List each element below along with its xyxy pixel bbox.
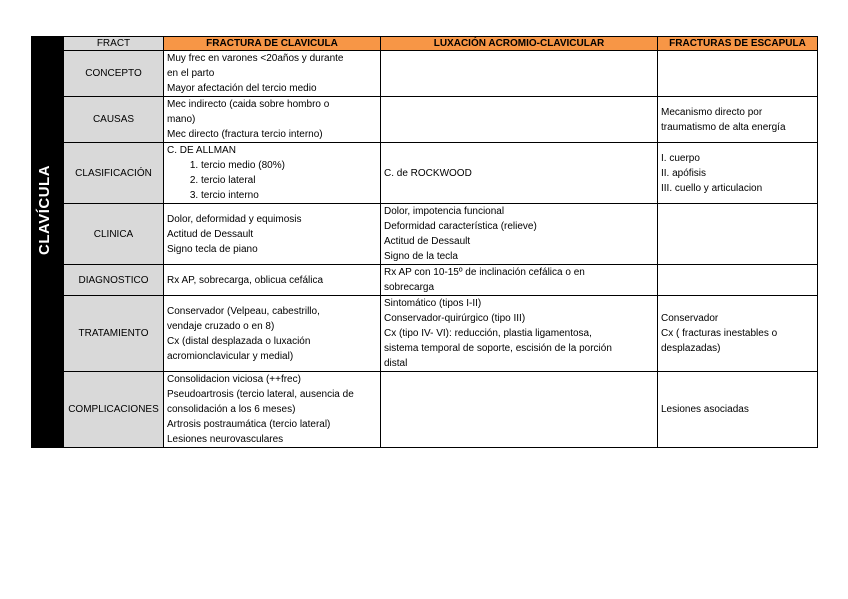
row-label: DIAGNOSTICO — [64, 265, 164, 296]
cell-line: sobrecarga — [384, 282, 435, 293]
table-row — [32, 265, 818, 296]
cell-line: Actitud de Dessault — [384, 236, 471, 247]
cell-line: consolidación a los 6 meses) — [167, 404, 296, 415]
cell-line: Artrosis postraumática (tercio lateral) — [167, 419, 331, 430]
cell-line: Signo tecla de piano — [167, 243, 258, 255]
cell-line: sistema temporal de soporte, escisión de la porción — [384, 343, 612, 354]
escapula-cell — [658, 204, 818, 265]
escapula-cell — [658, 97, 818, 143]
side-label: CLAVÍCULA — [36, 164, 53, 255]
luxacion-cell — [381, 51, 658, 97]
cell-line: Rx AP con 10-15º de inclinación cefálica o en — [384, 267, 585, 278]
escapula-cell — [658, 143, 818, 204]
cell-line: distal — [384, 358, 408, 369]
escapula-cell — [658, 51, 818, 97]
escapula-cell — [658, 265, 818, 296]
header-escapula: FRACTURAS DE ESCAPULA — [658, 37, 818, 51]
cell-line: Actitud de Dessault — [167, 228, 254, 240]
row-label: TRATAMIENTO — [64, 296, 164, 372]
cell-line: Conservador — [661, 313, 719, 324]
cell-line: Mec indirecto (caida sobre hombro o — [167, 99, 330, 110]
row-label: COMPLICACIONES — [64, 372, 164, 448]
clavicula-cell — [164, 97, 381, 143]
luxacion-cell — [381, 143, 658, 204]
cell-line: desplazadas) — [661, 343, 721, 354]
table-row — [32, 51, 818, 97]
header-luxacion: LUXACIÓN ACROMIO-CLAVICULAR — [381, 37, 658, 51]
cell-line: Mayor afectación del tercio medio — [167, 83, 317, 94]
cell-line: Rx AP, sobrecarga, oblicua cefálica — [167, 274, 324, 286]
luxacion-cell — [381, 204, 658, 265]
escapula-cell — [658, 296, 818, 372]
escapula-cell — [658, 372, 818, 448]
cell-line: traumatismo de alta energía — [661, 121, 786, 133]
table-row — [32, 143, 818, 204]
cell-line: Mec directo (fractura tercio interno) — [167, 129, 323, 140]
clavicula-cell — [164, 296, 381, 372]
clavicula-cell — [164, 204, 381, 265]
table-row — [32, 204, 818, 265]
cell-line: III. cuello y articulacion — [661, 182, 763, 194]
luxacion-cell — [381, 97, 658, 143]
cell-line: acromionclavicular y medial) — [167, 350, 294, 362]
cell-line: Mecanismo directo por — [661, 106, 763, 118]
list-item: 2. tercio lateral — [201, 173, 377, 188]
fracture-table-sheet — [31, 36, 818, 448]
cell-line: Pseudoartrosis (tercio lateral, ausencia de — [167, 389, 354, 400]
clavicula-cell — [164, 265, 381, 296]
table-row — [32, 372, 818, 448]
luxacion-cell — [381, 372, 658, 448]
cell-line: Cx (tipo IV- VI): reducción, plastia ligamentosa, — [384, 328, 592, 339]
list-item: 3. tercio interno — [201, 188, 377, 203]
fracture-table — [31, 36, 818, 448]
classification-title: C. DE ALLMAN — [167, 145, 236, 156]
cell-line: Signo de la tecla — [384, 251, 458, 262]
cell-line: II. apófisis — [661, 167, 707, 179]
classification-list — [167, 158, 377, 203]
row-label: CONCEPTO — [64, 51, 164, 97]
clavicula-cell — [164, 51, 381, 97]
clavicula-cell — [164, 143, 381, 204]
cell-line: Deformidad característica (relieve) — [384, 221, 537, 232]
cell-line: mano) — [167, 114, 196, 125]
cell-line: Cx ( fracturas inestables o — [661, 328, 778, 339]
cell-line: en el parto — [167, 68, 215, 79]
header-fract: FRACT — [64, 37, 164, 51]
header-row — [32, 37, 818, 51]
list-item: 1. tercio medio (80%) — [201, 158, 377, 173]
cell-line: Consolidacion viciosa (++frec) — [167, 374, 301, 385]
cell-line: Lesiones neurovasculares — [167, 434, 284, 445]
row-label: CAUSAS — [64, 97, 164, 143]
header-clavicula: FRACTURA DE CLAVICULA — [164, 37, 381, 51]
cell-line: Dolor, impotencia funcional — [384, 206, 505, 217]
cell-line: Conservador-quirúrgico (tipo III) — [384, 313, 526, 324]
cell-line: Muy frec en varones <20años y durante — [167, 53, 344, 64]
row-label: CLASIFICACIÓN — [64, 143, 164, 204]
cell-line: Conservador (Velpeau, cabestrillo, — [167, 305, 320, 317]
cell-line: Cx (distal desplazada o luxación — [167, 335, 311, 347]
cell-line: vendaje cruzado o en 8) — [167, 320, 275, 332]
clavicula-cell — [164, 372, 381, 448]
side-label-cell — [32, 37, 64, 448]
table-row — [32, 296, 818, 372]
luxacion-cell — [381, 296, 658, 372]
cell-line: I. cuerpo — [661, 152, 700, 164]
cell-line: Sintomático (tipos I-II) — [384, 298, 482, 309]
row-label: CLINICA — [64, 204, 164, 265]
cell-line: Lesiones asociadas — [661, 404, 749, 415]
cell-line: Dolor, deformidad y equimosis — [167, 213, 302, 225]
cell-line: C. de ROCKWOOD — [384, 167, 472, 179]
table-row — [32, 97, 818, 143]
luxacion-cell — [381, 265, 658, 296]
